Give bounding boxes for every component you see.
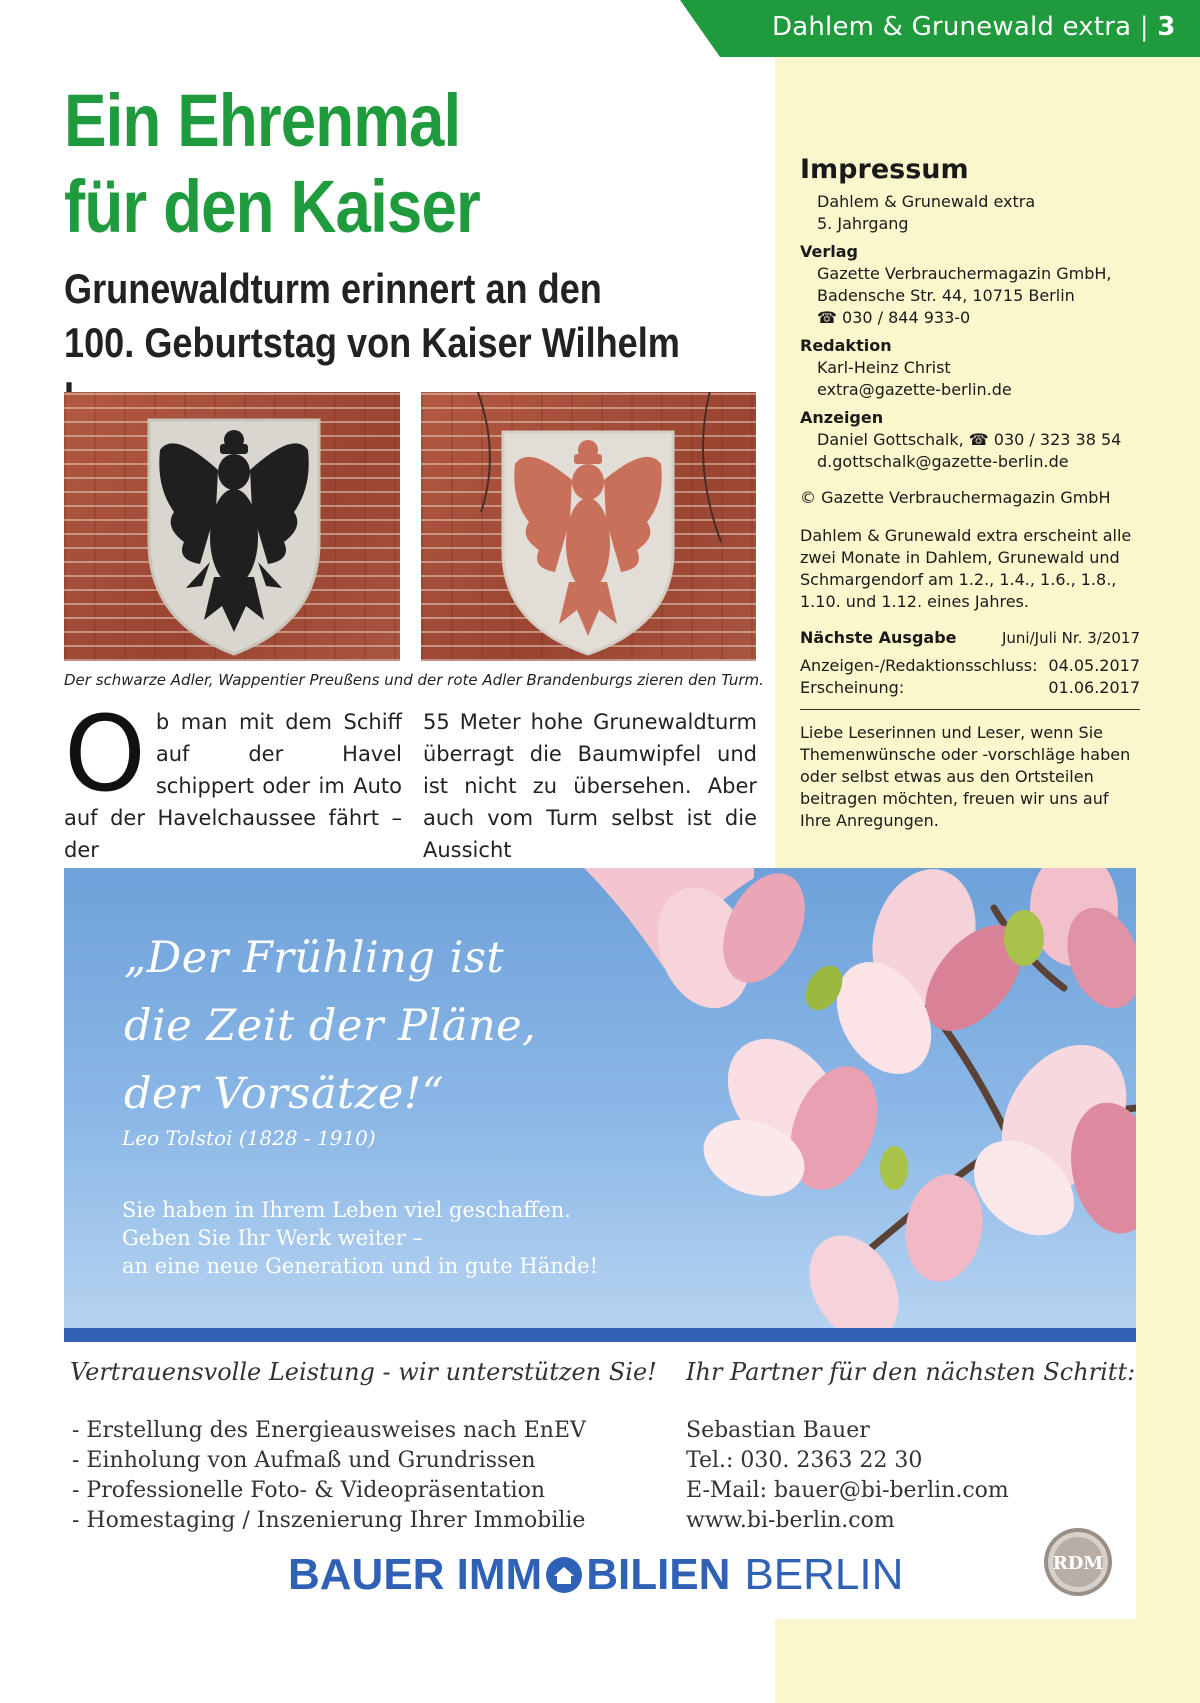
impressum-verlag-name: Gazette Verbrauchermagazin GmbH,: [817, 264, 1112, 283]
advert-slogan-right: Ihr Partner für den nächsten Schritt:: [686, 1358, 1136, 1386]
house-o-icon: [544, 1555, 584, 1595]
photo-black-eagle: [64, 392, 400, 661]
photo-red-eagle: [421, 392, 756, 661]
red-eagle-illustration: [421, 392, 756, 661]
impressum-anzeigen-email: d.gottschalk@gazette-berlin.de: [817, 452, 1069, 471]
advert-message-line: an eine neue Generation und in gute Hände!: [122, 1254, 599, 1278]
impressum-title: Impressum: [800, 154, 969, 185]
advert-contact-name: Sebastian Bauer: [686, 1418, 870, 1443]
deadline-label: Anzeigen-/Redaktionsschluss:: [800, 656, 1038, 675]
header-separator: |: [1139, 12, 1149, 42]
deadline-value: 04.05.2017: [1048, 656, 1140, 675]
advert-quote-line: der Vorsätze!“: [124, 1069, 445, 1119]
impressum: [800, 154, 1140, 832]
article-title: [64, 78, 614, 250]
impressum-divider: [800, 709, 1140, 710]
impressum-verlag-label: Verlag: [800, 242, 858, 261]
advert-quote-author: Leo Tolstoi (1828 - 1910): [122, 1126, 376, 1150]
release-row: [800, 677, 1140, 699]
impressum-anzeigen-label: Anzeigen: [800, 408, 884, 427]
header-section: [772, 12, 1176, 42]
advert-slogan-left: Vertrauensvolle Leistung - wir unterstützen Sie!: [70, 1358, 657, 1386]
advert-quote-line: die Zeit der Pläne,: [124, 1001, 537, 1051]
next-issue-label: Nächste Ausgabe: [800, 628, 957, 647]
advert-contact-phone: Tel.: 030. 2363 22 30: [686, 1448, 923, 1473]
advert-message: [122, 1196, 762, 1280]
release-label: Erscheinung:: [800, 678, 905, 697]
advert-service-item: - Professionelle Foto- & Videopräsentation: [72, 1478, 546, 1503]
header-section-title: Dahlem & Grunewald extra: [772, 12, 1132, 42]
real-estate-advert: [64, 868, 1136, 1619]
bauer-immobilien-logo: [288, 1550, 903, 1600]
article-body-text: 55 Meter hohe Grunewaldturm überragt die Baumwipfel und ist nicht zu übersehen. Aber auch vom Turm selbst ist die Aussicht: [423, 710, 757, 862]
advert-service-item: - Einholung von Aufmaß und Grundrissen: [72, 1448, 536, 1473]
article-subtitle-line: 100. Geburtstag von Kaiser Wilhelm: [64, 319, 680, 366]
black-eagle-illustration: [64, 392, 400, 661]
rdm-badge-icon: [1042, 1526, 1114, 1598]
advert-contact-website[interactable]: www.bi-berlin.com: [686, 1508, 895, 1533]
impressum-schedule: Dahlem & Grunewald extra erscheint alle zwei Monate in Dahlem, Grunewald und Schmargendorf am 1.2., 1.4., 1.6., 1.8., 1.10. und 1.12. eines Jahres.: [800, 526, 1132, 611]
advert-message-line: Geben Sie Ihr Werk weiter –: [122, 1226, 423, 1250]
impressum-redaktion-email: extra@gazette-berlin.de: [817, 380, 1012, 399]
dropcap: O: [64, 693, 146, 815]
deadline-row: [800, 655, 1140, 677]
impressum-verlag-phone: ☎ 030 / 844 933-0: [817, 308, 971, 327]
logo-text-part-3: BERLIN: [744, 1550, 904, 1599]
next-issue-value: Juni/Juli Nr. 3/2017: [1001, 629, 1140, 647]
advert-divider-bar: [64, 1328, 1136, 1342]
release-value: 01.06.2017: [1048, 678, 1140, 697]
logo-text-part-2: BILIEN: [586, 1550, 731, 1599]
advert-service-item: - Homestaging / Inszenierung Ihrer Immobilie: [72, 1508, 586, 1533]
impressum-redaktion-label: Redaktion: [800, 336, 892, 355]
reader-note: Liebe Leserinnen und Leser, wenn Sie Themenwünsche oder -vorschläge haben oder selbst etwas aus den Ortsteilen beitragen möchten, freuen wir uns auf Ihre Anregungen.: [800, 723, 1131, 830]
rdm-badge-text: RDM: [1052, 1553, 1104, 1574]
advert-quote-line: „Der Frühling ist: [124, 933, 505, 983]
page-number: 3: [1157, 12, 1176, 42]
photo-caption: Der schwarze Adler, Wappentier Preußens und der rote Adler Brandenburgs zieren den Turm.: [64, 671, 764, 689]
article-title-line: für den Kaiser: [64, 165, 480, 248]
impressum-publication: Dahlem & Grunewald extra: [817, 192, 1036, 211]
impressum-anzeigen-contact: Daniel Gottschalk, ☎ 030 / 323 38 54: [817, 430, 1122, 449]
article-body-column-2: [423, 706, 757, 866]
advert-message-line: Sie haben in Ihrem Leben viel geschaffen.: [122, 1198, 571, 1222]
impressum-copyright: © Gazette Verbrauchermagazin GmbH: [800, 488, 1111, 507]
advert-contact: [686, 1416, 1009, 1536]
advert-quote: [124, 924, 684, 1128]
advert-sky-banner: [64, 868, 1136, 1328]
impressum-year: 5. Jahrgang: [817, 214, 909, 233]
advert-contact-email[interactable]: E-Mail: bauer@bi-berlin.com: [686, 1478, 1009, 1503]
advert-service-item: - Erstellung des Energieausweises nach EnEV: [72, 1418, 586, 1443]
next-issue-row: [800, 627, 1140, 649]
article-title-line: Ein Ehrenmal: [64, 79, 461, 162]
article-body-text: b man mit dem Schiff auf der Havel schippert oder im Auto auf der Havelchaussee fährt – der: [64, 710, 402, 862]
impressum-verlag-address: Badensche Str. 44, 10715 Berlin: [817, 286, 1075, 305]
logo-text-part-1: BAUER IMM: [288, 1550, 543, 1599]
article-body-column-1: [64, 693, 402, 866]
advert-services-list: [72, 1416, 586, 1536]
impressum-redaktion-name: Karl-Heinz Christ: [817, 358, 951, 377]
article-subtitle-line: Grunewaldturm erinnert an den: [64, 265, 602, 312]
